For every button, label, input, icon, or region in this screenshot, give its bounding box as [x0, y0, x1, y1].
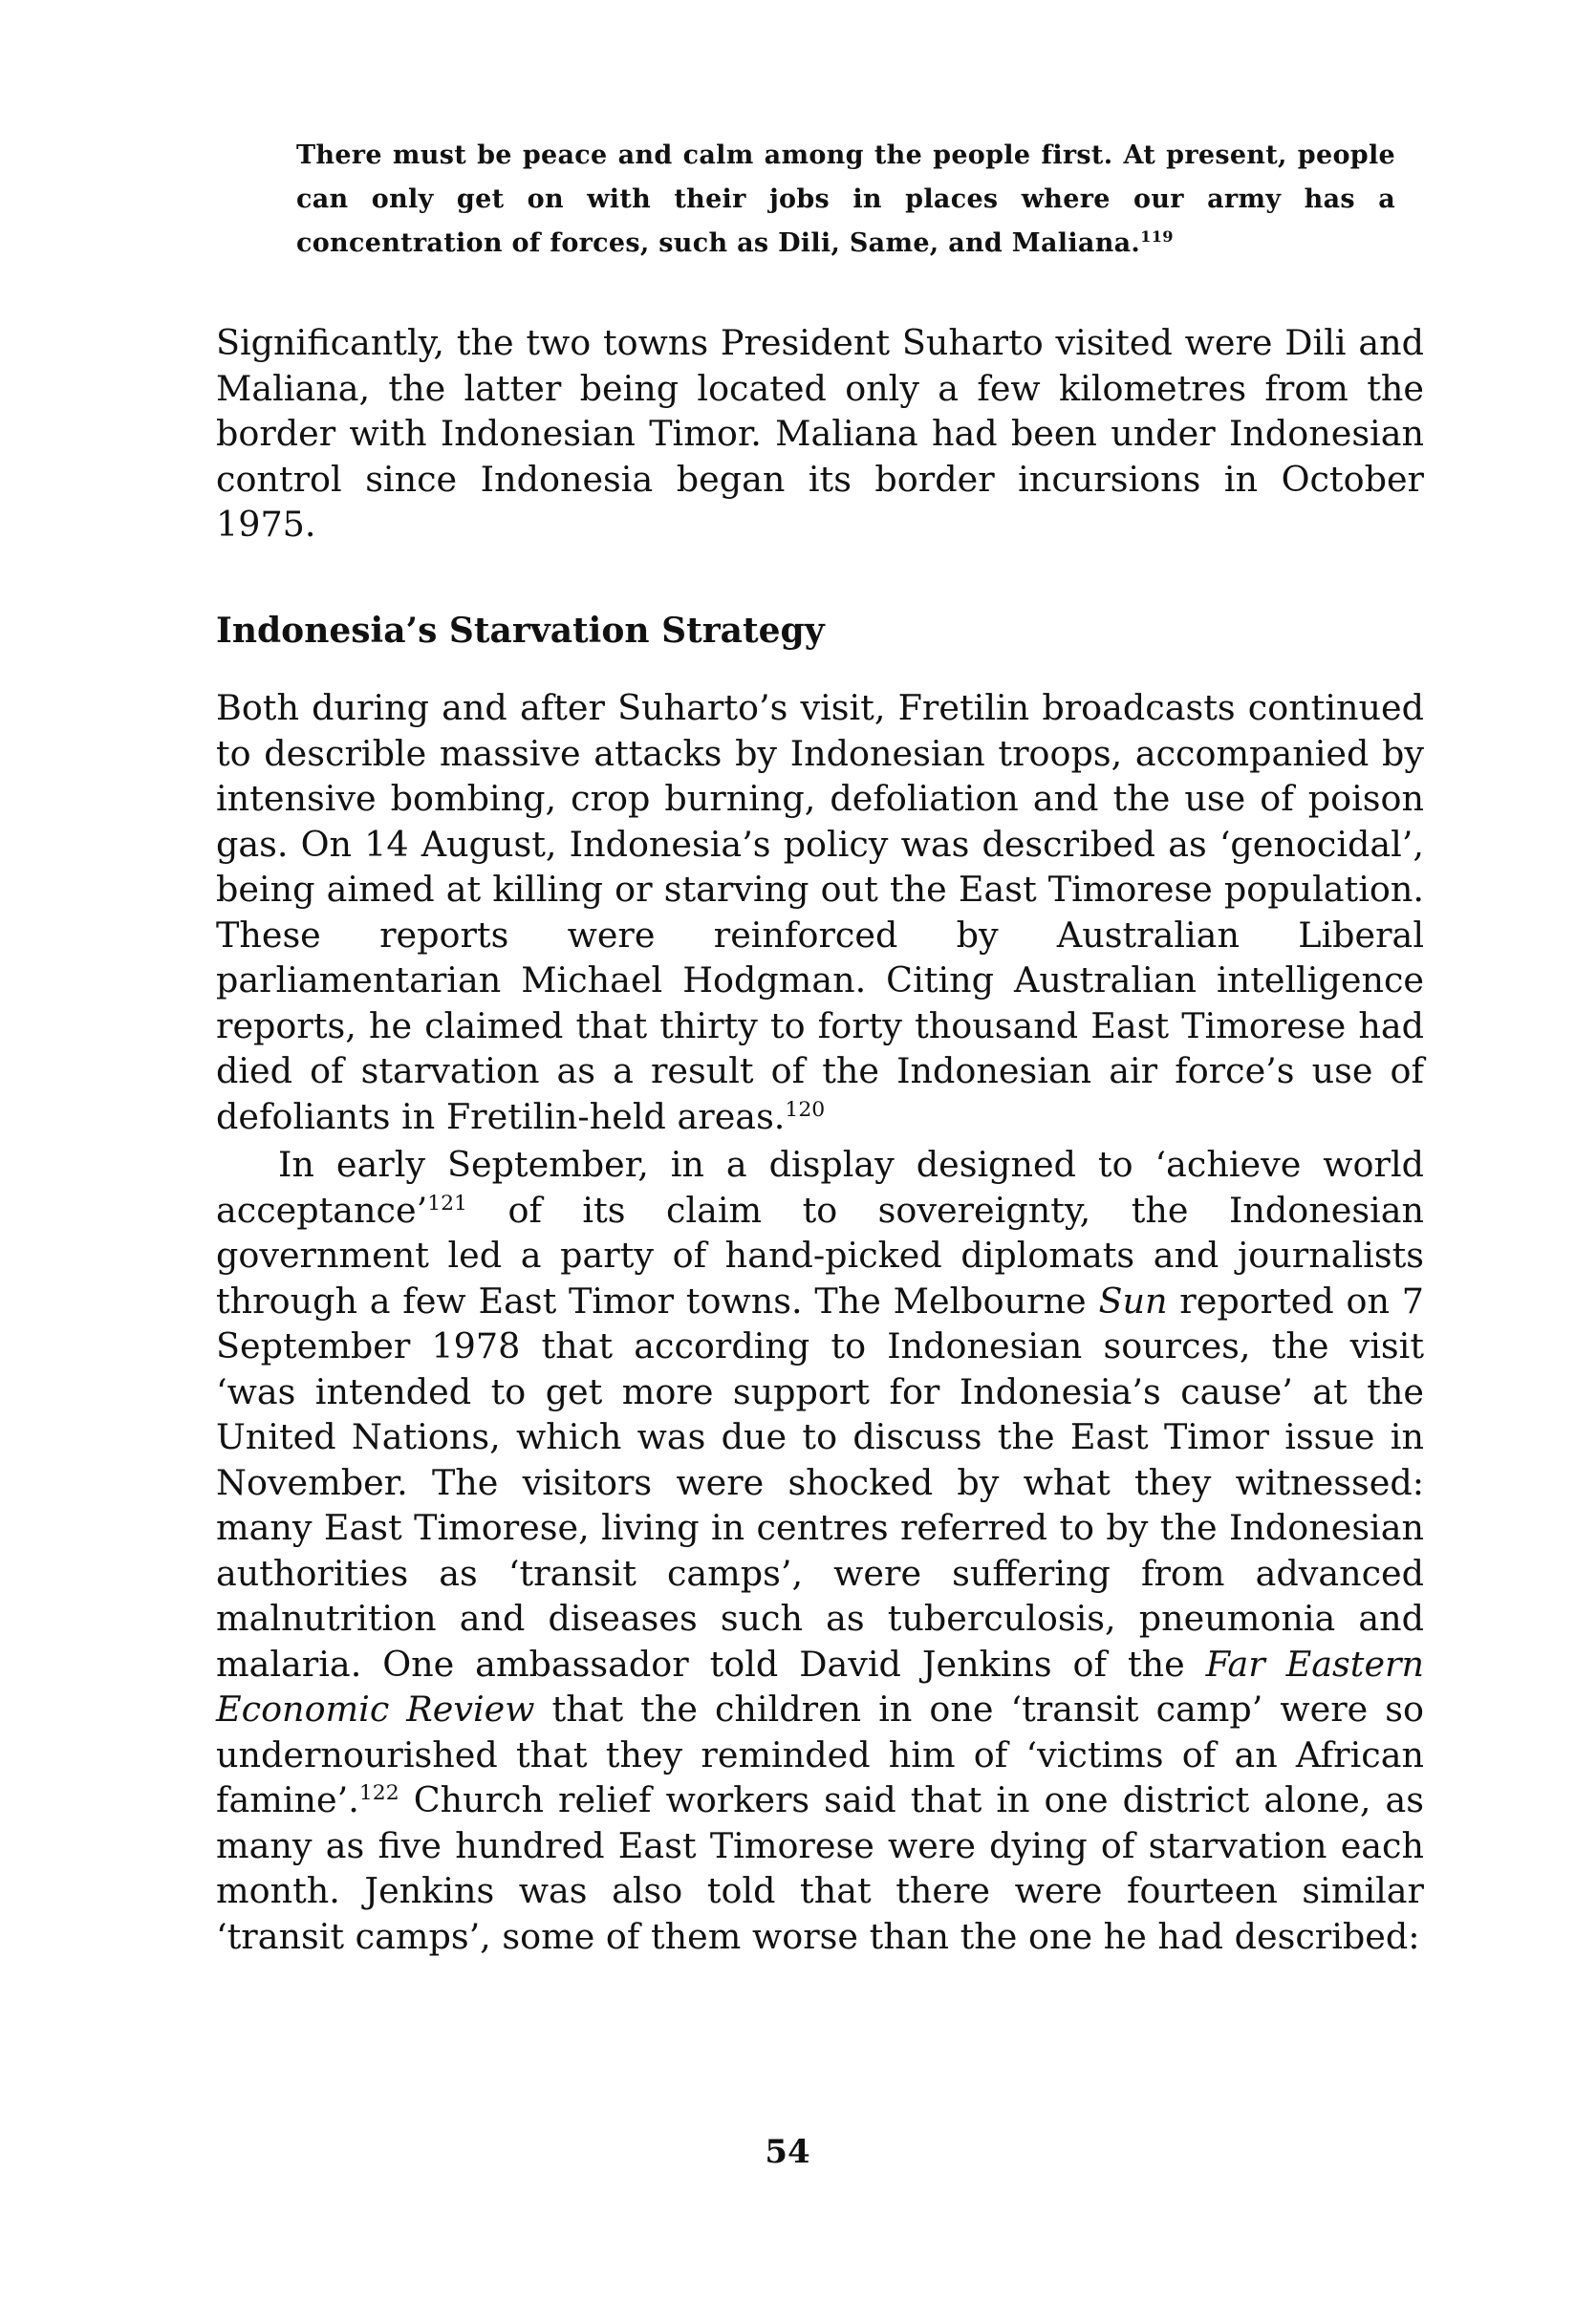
block-quote	[296, 134, 1395, 266]
newspaper-title: Sun	[1098, 1280, 1168, 1322]
paragraph-text: Both during and after Suharto’s visit, Fretilin broadcasts continued to describle massive attacks by Indonesian troops, accompanied by intensive bombing, crop burning, defoliation and the use of poison gas. On 14 August, Indonesia’s policy was described as ‘genocidal’, being aimed at killing or starving out the East Timorese population. These reports were reinforced by Australian Liberal parliamentarian Michael Hodgman. Citing Australian intelligence reports, he claimed that thirty to forty thousand East Timorese had died of starvation as a result of the Indonesian air force’s use of defoliants in Fretilin-held areas.	[216, 687, 1424, 1137]
page-number: 54	[765, 2133, 810, 2171]
paragraph-diplomats-visit	[216, 1142, 1424, 1959]
paragraph-text: of its claim to sovereignty, the Indonesian government led a party of hand-picked diplomats and journalists through a few East Timor towns. The Melbourne	[216, 1189, 1424, 1322]
footnote-ref-119: 119	[1140, 227, 1174, 246]
paragraph-fretilin-broadcasts	[216, 685, 1424, 1139]
paragraph-text: Church relief workers said that in one district alone, as many as five hundred East Timorese were dying of starvation each month. Jenkins was also told that there were fourteen similar ‘transit camps’, some of them worse than the one he had described:	[216, 1779, 1424, 1957]
paragraph-suharto-visit: Significantly, the two towns President Suharto visited were Dili and Maliana, the latter being located only a few kilometres from the border with Indonesian Timor. Maliana had been under Indonesian control since Indonesia began its border incursions in October 1975.	[216, 322, 1424, 545]
paragraph-text: that the children in one ‘transit camp’ were so undernourished that they reminded him of ‘victims of an African famine’.	[216, 1689, 1424, 1820]
quote-text: There must be peace and calm among the people first. At present, people can only get on with their jobs in places where our army has a concentration of forces, such as Dili, Same, and Maliana.	[296, 140, 1395, 258]
paragraph-text: reported on 7 September 1978 that according to Indonesian sources, the visit ‘was intended to get more support for Indonesia’s cause’ at the United Nations, which was due to discuss the East Timor issue in November. The visitors were shocked by what they witnessed: many East Timorese, living in centres referred to by the Indonesian authorities as ‘transit camps’, were suffering from advanced malnutrition and diseases such as tuberculosis, pneumonia and malaria. One ambassador told David Jenkins of the	[216, 1280, 1425, 1685]
paragraph-text: In early September, in a display designed to ‘achieve world acceptance’	[216, 1144, 1424, 1231]
magazine-title: Far Eastern Economic Review	[216, 1643, 1425, 1730]
footnote-ref-121: 121	[427, 1191, 467, 1216]
footnote-ref-120: 120	[785, 1097, 826, 1122]
section-heading: Indonesia’s Starvation Strategy	[216, 611, 825, 651]
footnote-ref-122: 122	[358, 1780, 399, 1805]
